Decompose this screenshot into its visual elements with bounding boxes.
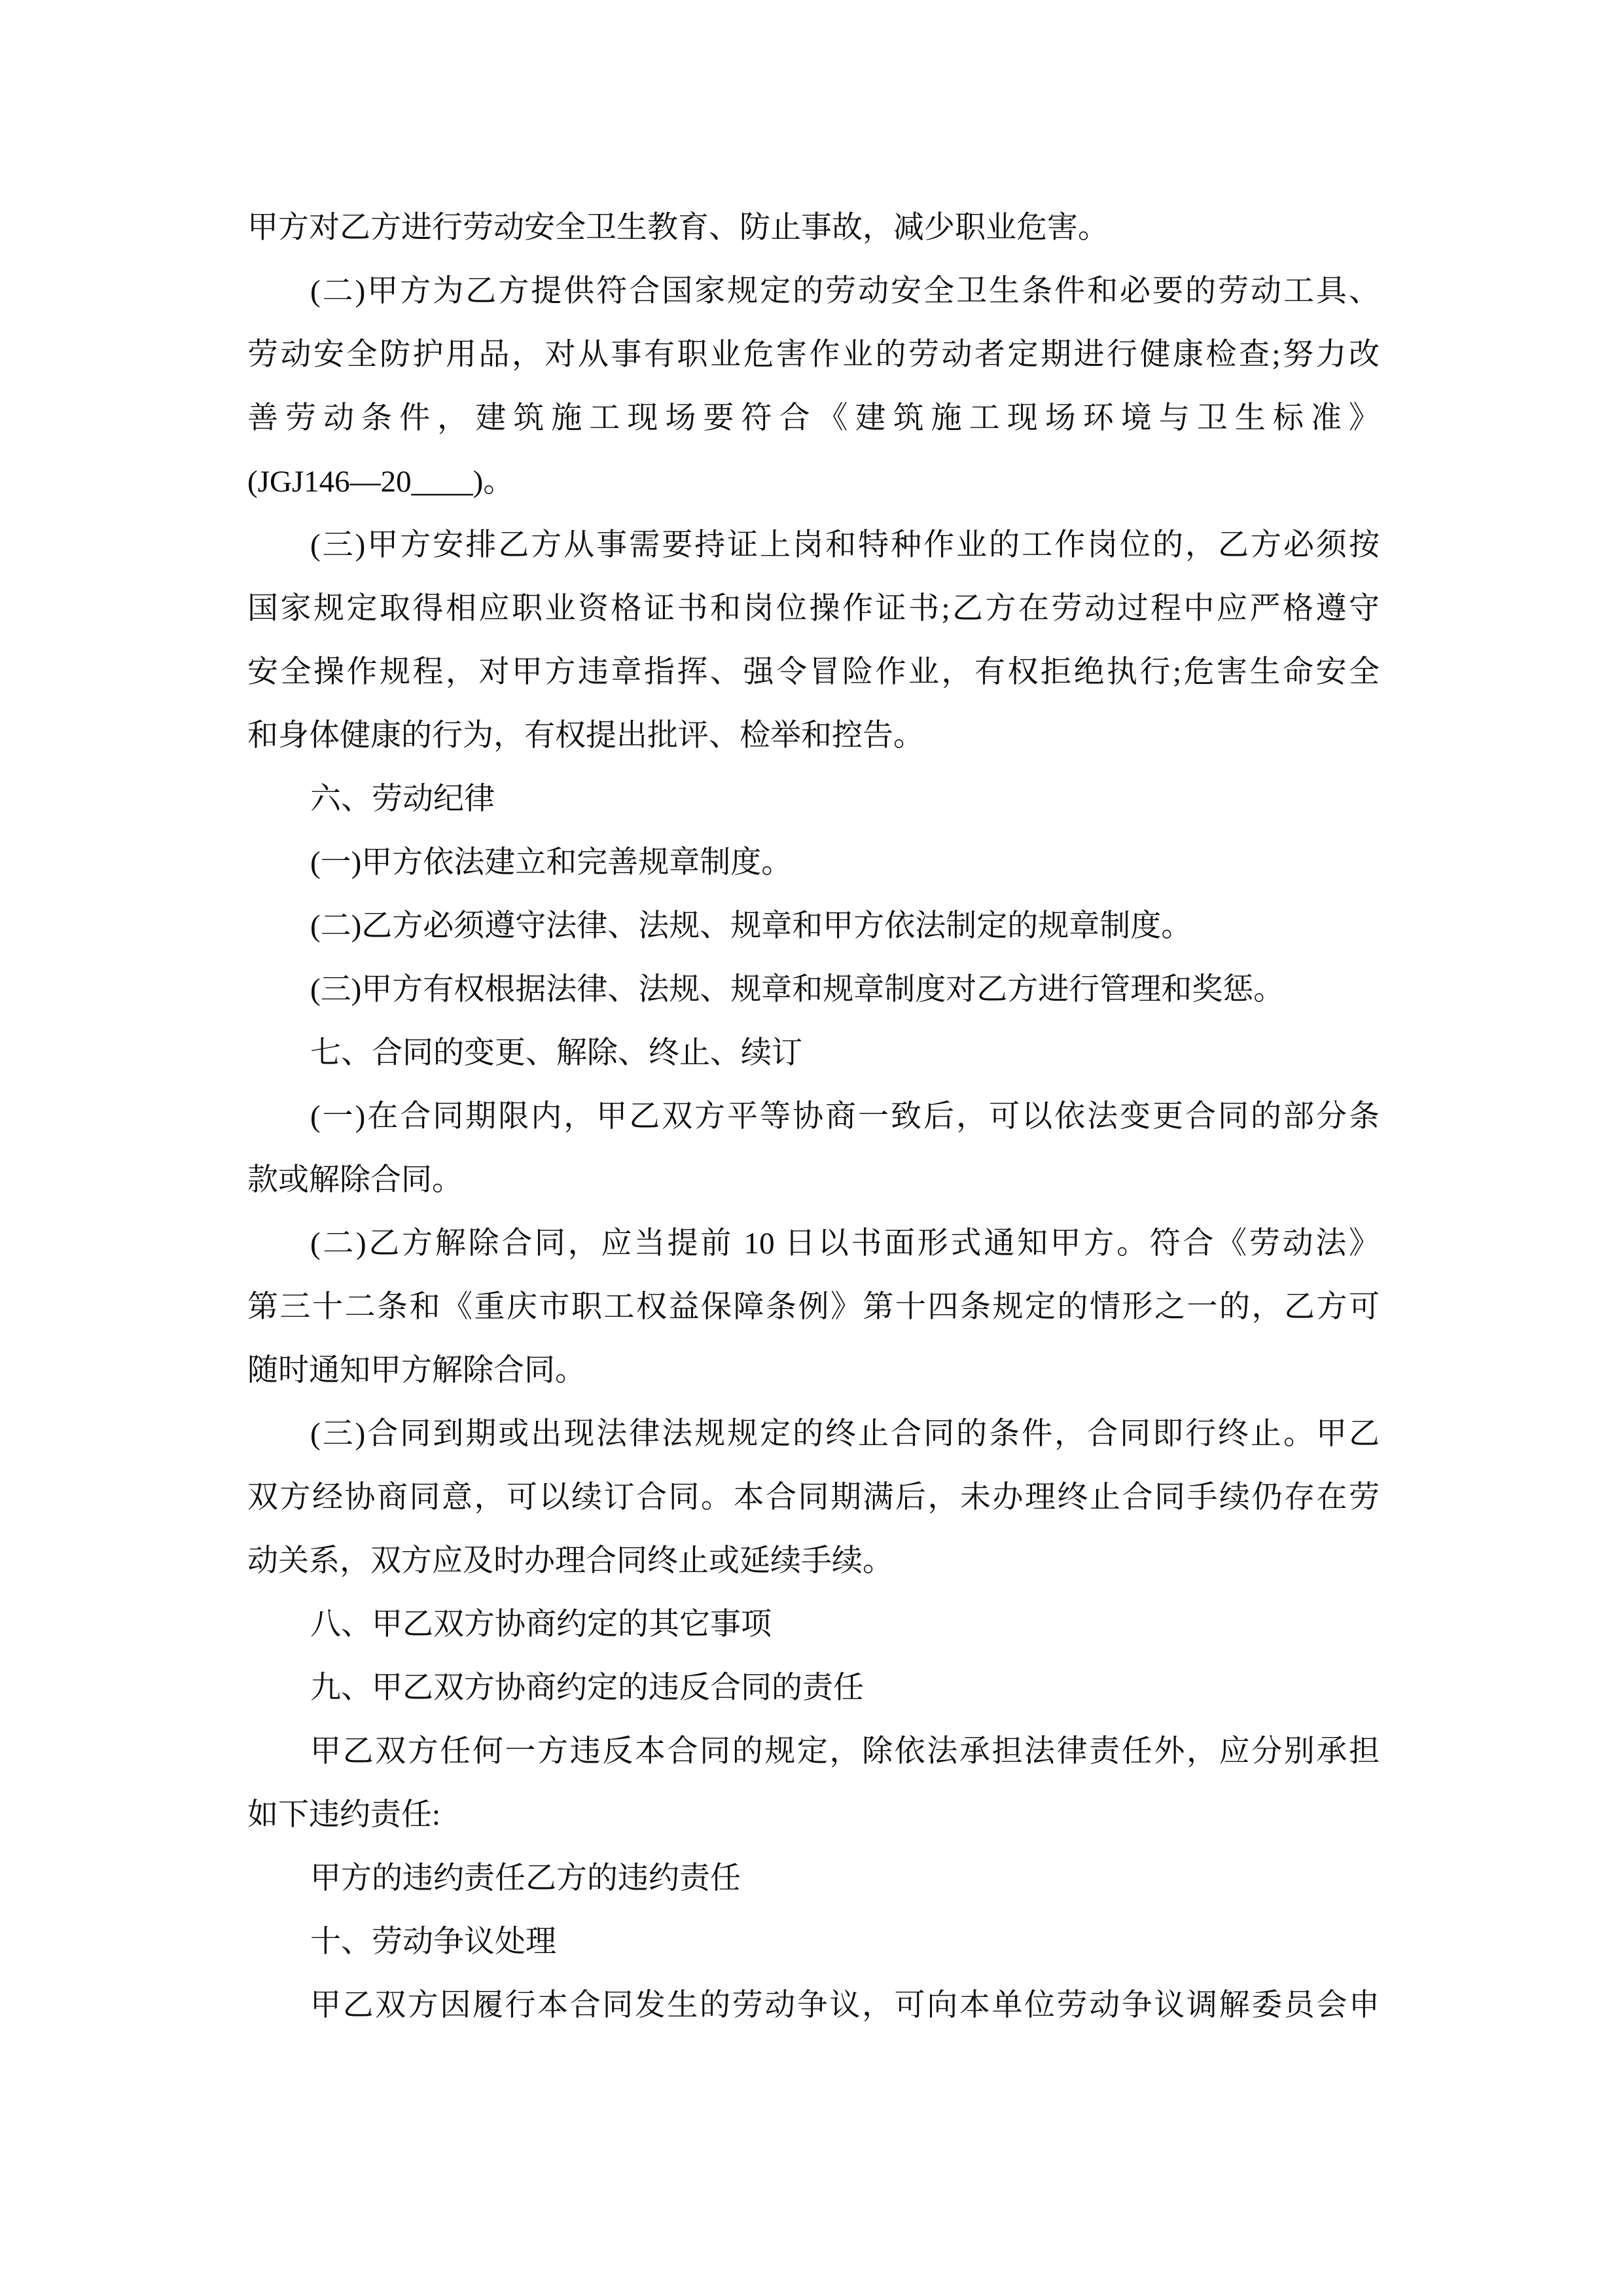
- text-line: 动关系，双方应及时办理合同终止或延续手续。: [247, 1544, 893, 1578]
- text-line: (二)乙方解除合同，应当提前 10 日以书面形式通知甲方。符合《劳动法》: [310, 1227, 1380, 1261]
- text-line: (三)甲方安排乙方从事需要持证上岗和特种作业的工作岗位的，乙方必须按: [310, 528, 1380, 562]
- text-line: 国家规定取得相应职业资格证书和岗位操作证书;乙方在劳动过程中应严格遵守: [247, 592, 1380, 626]
- text-line: (一)甲方依法建立和完善规章制度。: [310, 846, 793, 880]
- text-line: (一)在合同期限内，甲乙双方平等协商一致后，可以依法变更合同的部分条: [310, 1100, 1380, 1134]
- text-line: 甲方的违约责任乙方的违约责任: [310, 1861, 741, 1895]
- text-line: 十、劳动争议处理: [310, 1925, 556, 1959]
- text-line: (二)乙方必须遵守法律、法规、规章和甲方依法制定的规章制度。: [310, 909, 1192, 943]
- text-line: 八、甲乙双方协商约定的其它事项: [310, 1607, 772, 1641]
- text-line: 七、合同的变更、解除、终止、续订: [310, 1036, 802, 1070]
- text-line: 如下违约责任:: [247, 1798, 441, 1832]
- text-line: 第三十二条和《重庆市职工权益保障条例》第十四条规定的情形之一的，乙方可: [247, 1290, 1380, 1324]
- text-line: 劳动安全防护用品，对从事有职业危害作业的劳动者定期进行健康检查;努力改: [247, 338, 1380, 372]
- text-line: (三)甲方有权根据法律、法规、规章和规章制度对乙方进行管理和奖惩。: [310, 973, 1285, 1007]
- text-line: (三)合同到期或出现法律法规规定的终止合同的条件，合同即行终止。甲乙: [310, 1417, 1380, 1451]
- text-line: 甲乙双方因履行本合同发生的劳动争议，可向本单位劳动争议调解委员会申: [310, 1988, 1380, 2022]
- text-line: 双方经协商同意，可以续订合同。本合同期满后，未办理终止合同手续仍存在劳: [247, 1480, 1380, 1515]
- text-line: 甲乙双方任何一方违反本合同的规定，除依法承担法律责任外，应分别承担: [310, 1734, 1380, 1768]
- text-line: (JGJ146—20____)。: [247, 465, 514, 499]
- document-body: [247, 196, 1380, 2037]
- text-line: 随时通知甲方解除合同。: [247, 1354, 586, 1388]
- text-line: 和身体健康的行为，有权提出批评、检举和控告。: [247, 719, 924, 753]
- text-line: 甲方对乙方进行劳动安全卫生教育、防止事故，减少职业危害。: [247, 211, 1109, 245]
- text-line: 款或解除合同。: [247, 1163, 463, 1197]
- text-line: (二)甲方为乙方提供符合国家规定的劳动安全卫生条件和必要的劳动工具、: [310, 274, 1380, 308]
- text-line: 安全操作规程，对甲方违章指挥、强令冒险作业，有权拒绝执行;危害生命安全: [247, 655, 1380, 689]
- text-line: 九、甲乙双方协商约定的违反合同的责任: [310, 1671, 864, 1705]
- text-line: 善劳动条件，建筑施工现场要符合《建筑施工现场环境与卫生标准》: [247, 401, 1380, 435]
- text-line: 六、劳动纪律: [310, 782, 495, 816]
